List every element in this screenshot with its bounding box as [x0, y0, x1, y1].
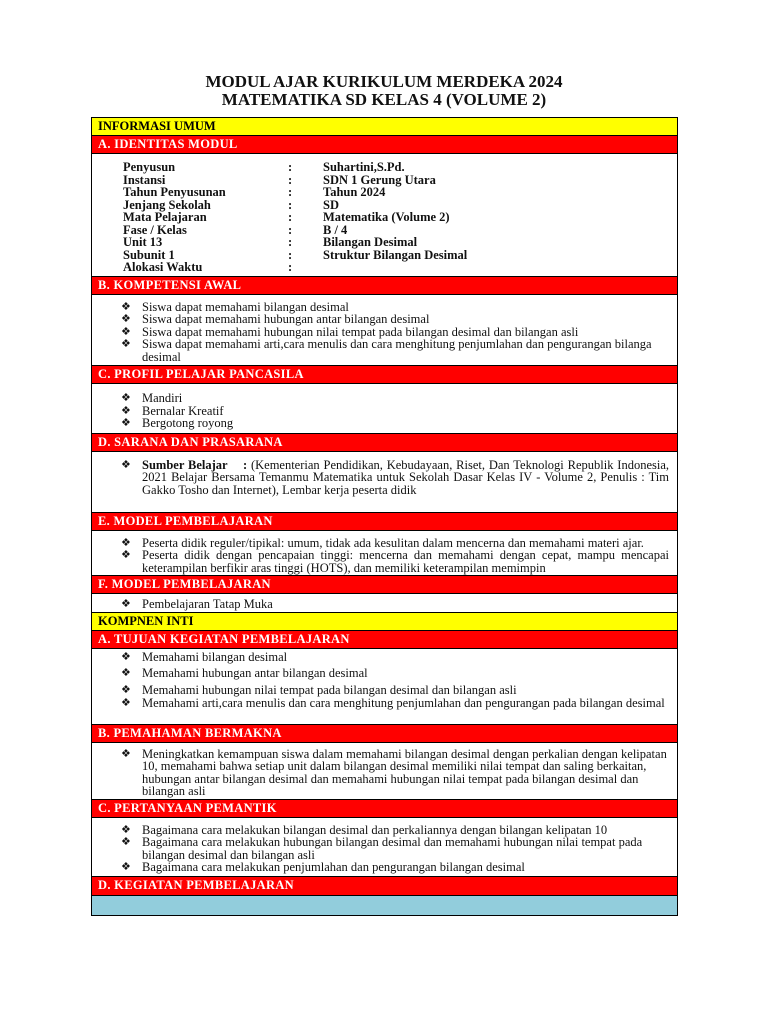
section-identitas-modul: A. IDENTITAS MODUL [92, 136, 677, 154]
identitas-colon: : [288, 235, 293, 249]
kegiatan-box [92, 896, 677, 915]
section-model-pembelajaran-f: F. MODEL PEMBELAJARAN [92, 576, 677, 594]
list-item: ❖ Meningkatkan kemampuan siswa dalam memahami bilangan desimal dengan perkalian dengan kelipatan 10, memahami bahwa setiap unit dalam bilangan desimal memiliki nilai tempat dan saling berkaitan, hubungan antar bilangan desimal dan memahami hubungan nilai tempat pada bilangan desimal dan bilangan asli [121, 746, 667, 798]
identitas-row [92, 236, 677, 249]
module-table [91, 117, 678, 916]
pertanyaan-box [92, 818, 677, 877]
pemahaman-box [92, 743, 677, 800]
section-tujuan-kegiatan: A. TUJUAN KEGIATAN PEMBELAJARAN [92, 631, 677, 649]
diamond-bullet-icon: ❖ [121, 836, 131, 848]
diamond-bullet-icon: ❖ [121, 536, 131, 549]
list-item: ❖ Pembelajaran Tatap Muka [121, 597, 273, 611]
identitas-row [92, 211, 677, 224]
section-model-pembelajaran-e: E. MODEL PEMBELAJARAN [92, 513, 677, 531]
identitas-row [92, 186, 677, 199]
identitas-value: B / 4 [323, 222, 348, 237]
section-informasi-umum: INFORMASI UMUM [92, 118, 677, 136]
diamond-bullet-icon: ❖ [121, 697, 131, 709]
list-item: ❖ Memahami hubungan antar bilangan desimal [121, 666, 368, 680]
diamond-bullet-icon: ❖ [121, 300, 131, 313]
identitas-colon: : [288, 247, 293, 262]
list-item: ❖ Memahami bilangan desimal [121, 649, 288, 664]
list-item: ❖ Siswa dapat memahami hubungan antar bilangan desimal [121, 312, 430, 326]
diamond-bullet-icon: ❖ [121, 650, 131, 663]
list-item: ❖ Bagaimana cara melakukan hubungan bilangan desimal dan memahami hubungan nilai tempat pada bilangan desimal dan bilangan asli [121, 835, 643, 862]
identitas-box [92, 154, 677, 277]
diamond-bullet-icon: ❖ [121, 598, 131, 610]
sumber-belajar-colon: : [242, 457, 248, 472]
list-item: ❖ Siswa dapat memahami hubungan nilai tempat pada bilangan desimal dan bilangan asli [121, 324, 579, 339]
model-box-e [92, 531, 677, 577]
identitas-row [92, 161, 677, 174]
identitas-label: Fase / Kelas [123, 222, 187, 237]
list-item [92, 459, 677, 497]
list-item: ❖ Siswa dapat memahami bilangan desimal [121, 299, 349, 314]
section-kegiatan-pembelajaran: D. KEGIATAN PEMBELAJARAN [92, 877, 677, 896]
identitas-value: Bilangan Desimal [323, 235, 418, 249]
model-box-f [92, 594, 677, 613]
identitas-label: Unit 13 [123, 235, 163, 249]
list-item: ❖ Mandiri [121, 391, 183, 405]
identitas-colon: : [288, 210, 293, 224]
identitas-colon: : [288, 260, 293, 274]
identitas-label: Alokasi Waktu [123, 260, 203, 274]
identitas-value: Tahun 2024 [323, 185, 386, 199]
sumber-belajar-text: (Kementerian Pendidikan, Kebudayaan, Riset, Dan Teknologi Republik Indonesia, 2021 Belajar Bersama Temanmu Matematika untuk Sekolah Dasar Kelas IV - Volume 2, Penulis : Tim Gakko Tosho dan Internet), Lembar kerja peserta didik [142, 457, 670, 497]
identitas-colon: : [288, 222, 293, 237]
kompetensi-box [92, 295, 677, 367]
section-komponen-inti: KOMPNEN INTI [92, 613, 677, 631]
tujuan-box [92, 649, 677, 725]
identitas-label: Jenjang Sekolah [123, 197, 211, 212]
section-profil-pelajar: C. PROFIL PELAJAR PANCASILA [92, 366, 677, 384]
list-item: ❖ Bernalar Kreatif [121, 403, 224, 418]
identitas-row [92, 261, 677, 274]
section-pertanyaan-pemantik: C. PERTANYAAN PEMANTIK [92, 800, 677, 818]
document-title-line-2: MATEMATIKA SD KELAS 4 (VOLUME 2) [221, 90, 547, 109]
identitas-label: Subunit 1 [123, 247, 175, 262]
identitas-value: SDN 1 Gerung Utara [323, 172, 436, 187]
identitas-value: Suhartini,S.Pd. [323, 160, 405, 174]
list-item: ❖ Memahami hubungan nilai tempat pada bilangan desimal dan bilangan asli [121, 682, 517, 697]
identitas-value: Struktur Bilangan Desimal [323, 247, 468, 262]
list-item: ❖ Peserta didik dengan pencapaian tinggi: mencerna dan memahami dengan cepat, mampu mencapai keterampilan berfikir aras tinggi (HOTS), dan memiliki keterampilan memimpin [121, 548, 669, 575]
diamond-bullet-icon: ❖ [121, 458, 131, 471]
identitas-value: Matematika (Volume 2) [323, 210, 450, 224]
identitas-label: Tahun Penyusunan [123, 185, 226, 199]
sarana-box [92, 452, 677, 513]
diamond-bullet-icon: ❖ [121, 392, 131, 404]
identitas-value [323, 261, 677, 274]
diamond-bullet-icon: ❖ [121, 861, 131, 873]
diamond-bullet-icon: ❖ [121, 338, 131, 350]
identitas-label: Mata Pelajaran [123, 210, 207, 224]
diamond-bullet-icon: ❖ [121, 823, 131, 836]
list-item: ❖ Siswa dapat memahami arti,cara menulis dan cara menghitung penjumlahan dan pengurangan bilanga desimal [121, 337, 652, 364]
diamond-bullet-icon: ❖ [121, 404, 131, 417]
identitas-colon: : [288, 185, 293, 199]
section-kompetensi-awal: B. KOMPETENSI AWAL [92, 277, 677, 295]
sumber-belajar-label: Sumber Belajar [142, 457, 228, 472]
section-pemahaman-bermakna: B. PEMAHAMAN BERMAKNA [92, 725, 677, 743]
profil-box [92, 384, 677, 434]
diamond-bullet-icon: ❖ [121, 325, 131, 338]
identitas-label: Penyusun [123, 160, 176, 174]
list-item: ❖ Bergotong royong [121, 416, 234, 430]
diamond-bullet-icon: ❖ [121, 313, 131, 325]
identitas-value: SD [323, 197, 339, 212]
list-item: ❖ Bagaimana cara melakukan bilangan desimal dan perkaliannya dengan bilangan kelipatan 10 [121, 822, 608, 837]
identitas-label: Instansi [123, 172, 166, 187]
diamond-bullet-icon: ❖ [121, 683, 131, 696]
diamond-bullet-icon: ❖ [121, 549, 131, 561]
identitas-colon: : [288, 197, 293, 212]
identitas-colon: : [288, 172, 293, 187]
diamond-bullet-icon: ❖ [121, 667, 131, 679]
list-item: ❖ Peserta didik reguler/tipikal: umum, tidak ada kesulitan dalam mencerna dan memahami materi ajar. [121, 535, 644, 550]
section-sarana-prasarana: D. SARANA DAN PRASARANA [92, 434, 677, 452]
diamond-bullet-icon: ❖ [121, 747, 131, 760]
list-item: ❖ Bagaimana cara melakukan penjumlahan dan pengurangan bilangan desimal [121, 860, 525, 874]
diamond-bullet-icon: ❖ [121, 417, 131, 429]
identitas-colon: : [288, 160, 293, 174]
list-item: ❖ Memahami arti,cara menulis dan cara menghitung penjumlahan dan pengurangan pada bilangan desimal [121, 696, 665, 710]
document-title-line-1: MODUL AJAR KURIKULUM MERDEKA 2024 [205, 72, 563, 91]
